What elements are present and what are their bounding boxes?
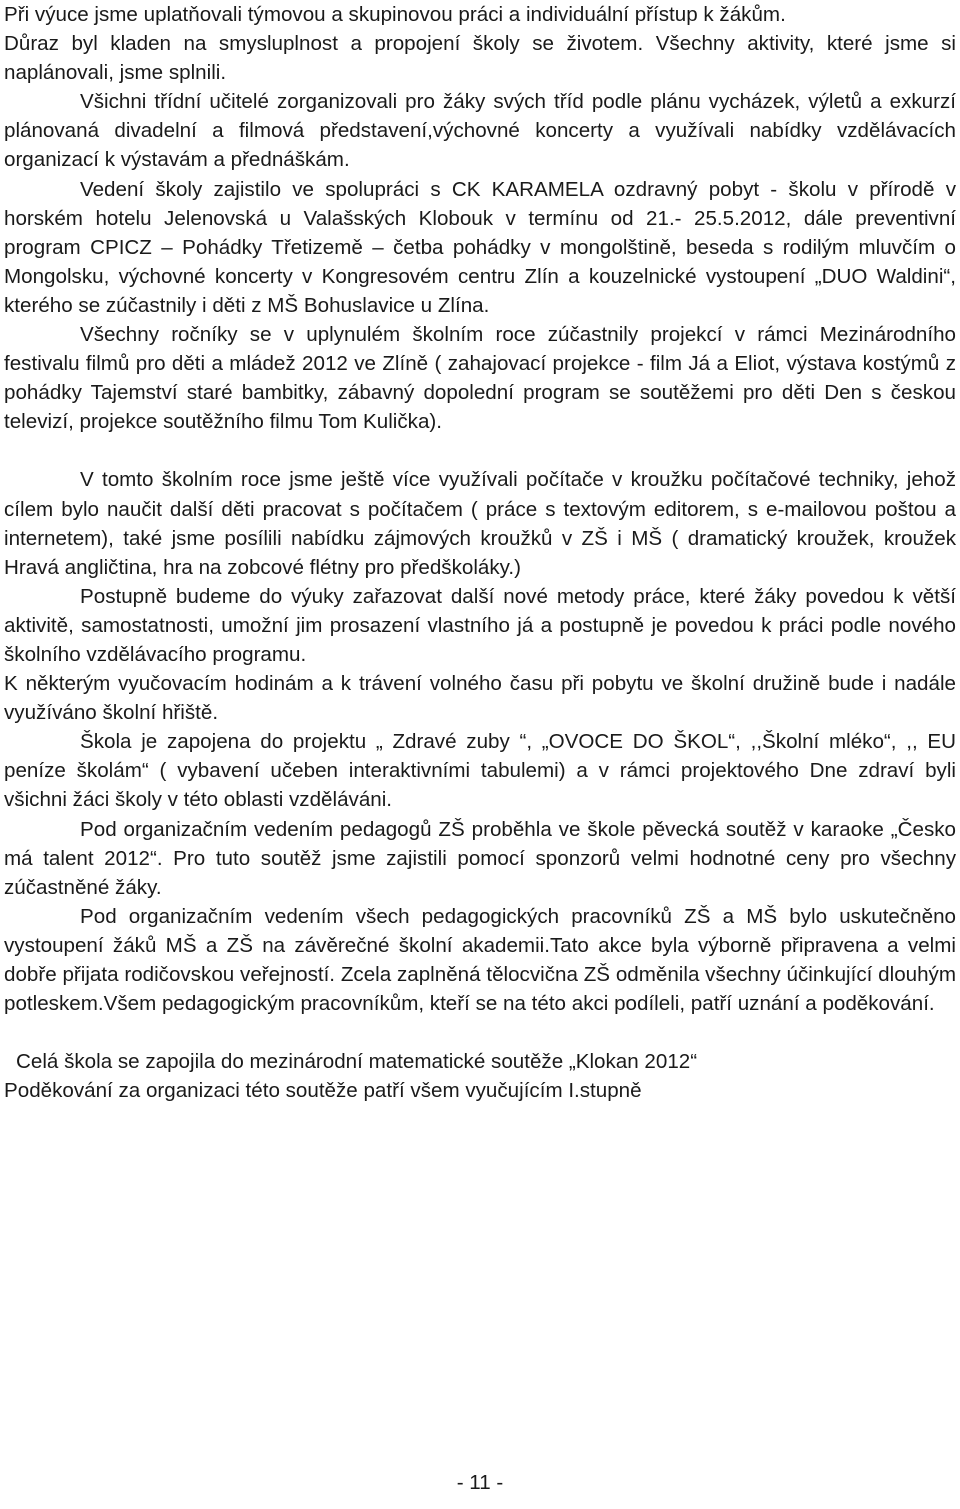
paragraph-emphasis: Důraz byl kladen na smysluplnost a propojení školy se životem. Všechny aktivity, které jsme si naplánovali, jsme splnili. bbox=[4, 32, 956, 85]
paragraph-gap-2 bbox=[4, 1018, 956, 1047]
paragraph-gap bbox=[4, 436, 956, 465]
paragraph-new-methods: Postupně budeme do výuky zařazovat další nové metody práce, které žáky povedou k větší aktivitě, samostatnosti, umožní jim prosazení vlastního já a postupně je povedou k práci podle nového školního vzdělávacího programu. bbox=[4, 584, 956, 666]
paragraph-projects: Škola je zapojena do projektu „ Zdravé zuby “, „OVOCE DO ŠKOL“, ,,Školní mléko“, ,, EU peníze školám“ ( vybavení učeben interaktivními tabulemi) a v rámci projektového Dne zdraví byli všichni žáci školy v této oblasti vzděláváni. bbox=[4, 730, 956, 812]
paragraph-playground: K některým vyučovacím hodinám a k trávení volného času při pobytu ve školní družině bude i nadále využíváno školní hřiště. bbox=[4, 672, 956, 725]
paragraph-school-management: Vedení školy zajistilo ve spolupráci s CK KARAMELA ozdravný pobyt - školu v přírodě v horském hotelu Jelenovská u Valašských Klobouk v termínu od 21.- 25.5.2012, dále preventivní program CPICZ – Pohádky Třetizemě – četba pohádky v mongolštině, beseda s rodilým mluvčím o Mongolsku, výchovné koncerty v Kongresovém centru Zlín a kouzelnické vystoupení „DUO Waldini“, kterého se zúčastnily i děti z MŠ Bohuslavice u Zlína. bbox=[4, 177, 956, 317]
paragraph-class-teachers: Všichni třídní učitelé zorganizovali pro žáky svých tříd podle plánu vycházek, výletů a exkurzí plánovaná divadelní a filmová představení,výchovné koncerty a využívali nabídky vzdělávacích organizací k výstavám a přednáškám. bbox=[4, 90, 956, 172]
paragraph-klokan: Celá škola se zapojila do mezinárodní matematické soutěže „Klokan 2012“ bbox=[16, 1050, 698, 1074]
paragraph-academy: Pod organizačním vedením všech pedagogických pracovníků ZŠ a MŠ bylo uskutečněno vystoupení žáků MŠ a ZŠ na závěrečné školní akademii.Tato akce byla výborně připravena a velmi dobře přijata rodičovskou veřejností. Zcela zaplněná tělocvična ZŠ odměnila všechny účinkující dlouhým potleskem.Všem pedagogickým pracovníkům, kteří se na této akci podíleli, patří uznání a poděkování. bbox=[4, 904, 956, 1016]
paragraph-film-festival: Všechny ročníky se v uplynulém školním roce zúčastnily projekcí v rámci Mezinárodního festivalu filmů pro děti a mládež 2012 ve Zlíně ( zahajovací projekce - film Já a Eliot, výstava kostýmů z pohádky Tajemství staré bambitky, zábavný dopolední program se soutěžemi pro děti Den s českou televizí, projekce soutěžního filmu Tom Kulička). bbox=[4, 323, 956, 434]
paragraph-thanks: Poděkování za organizaci této soutěže patří všem vyučujícím I.stupně bbox=[4, 1079, 642, 1103]
page-number: - 11 - bbox=[456, 1471, 504, 1494]
paragraph-intro: Při výuce jsme uplatňovali týmovou a skupinovou práci a individuální přístup k žákům. bbox=[4, 3, 786, 26]
paragraph-computers: V tomto školním roce jsme ještě více využívali počítače v kroužku počítačové techniky, jehož cílem bylo naučit další děti pracovat s počítačem ( práce s textovým editorem, s e-mailovou poštou a internetem), také jsme posílili nabídku zájmových kroužků v ZŠ i MŠ ( dramatický kroužek, kroužek Hravá angličtina, hra na zobcové flétny pro předškoláky.) bbox=[4, 468, 956, 579]
paragraph-karaoke: Pod organizačním vedením pedagogů ZŠ proběhla ve škole pěvecká soutěž v karaoke „Česko má talent 2012“. Pro tuto soutěž jsme zajistili pomocí sponzorů velmi hodnotné ceny pro všechny zúčastněné žáky. bbox=[4, 817, 956, 899]
